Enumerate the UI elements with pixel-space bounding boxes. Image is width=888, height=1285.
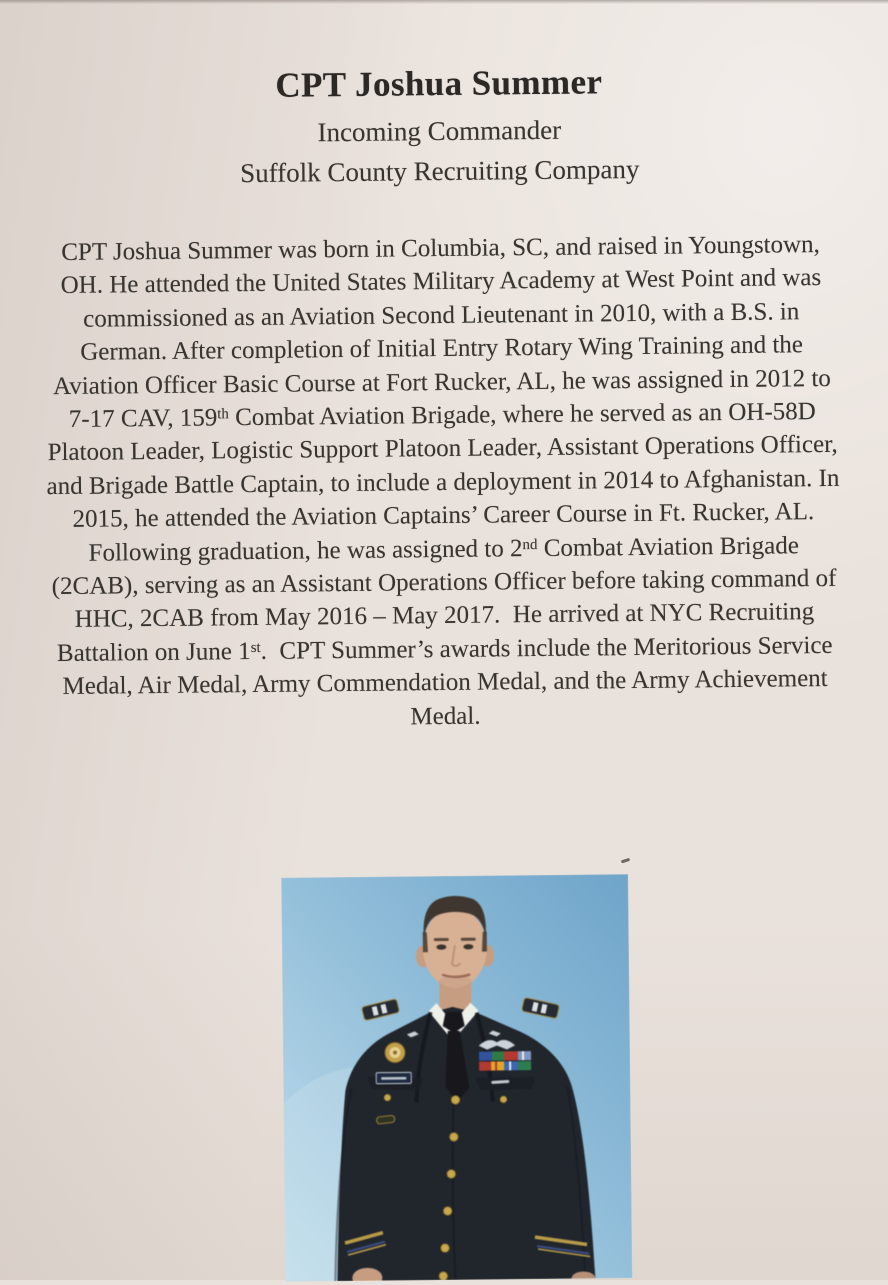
subtitle-role: Incoming Commander <box>317 114 562 148</box>
bio-line: Aviation Officer Basic Course at Fort Rucker, AL, he was assigned in 2012 to <box>52 364 831 400</box>
portrait-illustration <box>281 874 632 1282</box>
ink-speck <box>621 858 630 864</box>
portrait-photo <box>281 874 632 1282</box>
bio-line: HHC, 2CAB from May 2016 – May 2017. He arrived at NYC Recruiting <box>74 598 815 634</box>
bio-line: commissioned as an Aviation Second Lieutenant in 2010, with a B.S. in <box>83 298 800 333</box>
bio-line: Platoon Leader, Logistic Support Platoon Leader, Assistant Operations Officer, <box>47 431 838 467</box>
bio-line: Battalion on June 1st. CPT Summer’s awards include the Meritorious Service <box>56 631 833 667</box>
right-eyebrow <box>461 938 476 941</box>
bio-line: OH. He attended the United States Military Academy at West Point and was <box>60 264 822 300</box>
page-title: CPT Joshua Summer <box>275 62 603 105</box>
bio-line: 2015, he attended the Aviation Captains’ Career Course in Ft. Rucker, AL. <box>72 498 815 534</box>
bio-line: Medal, Air Medal, Army Commendation Medal, and the Army Achievement <box>62 665 828 701</box>
right-pocket-button <box>500 1096 507 1103</box>
right-pocket-flap <box>475 1077 535 1090</box>
bio-line: German. After completion of Initial Entry Rotary Wing Training and the <box>80 331 804 367</box>
bio-line: CPT Joshua Summer was born in Columbia, SC, and raised in Youngstown, <box>61 231 820 266</box>
left-eyebrow <box>434 938 449 941</box>
header-block <box>0 0 884 193</box>
bio-line: (2CAB), serving as an Assistant Operations Officer before taking command of <box>51 564 837 601</box>
bio-line: 7-17 CAV, 159th Combat Aviation Brigade, where he served as an OH-58D <box>68 398 816 433</box>
lower-badge <box>376 1115 395 1124</box>
subtitle-organization: Suffolk County Recruiting Company <box>239 153 640 189</box>
bio-line: and Brigade Battle Captain, to include a deployment in 2014 to Afghanistan. In <box>46 464 840 500</box>
left-pocket-button <box>384 1094 391 1101</box>
bio-line: Following graduation, he was assigned to 2nd Combat Aviation Brigade <box>88 531 799 567</box>
bio-line: Medal. <box>410 702 481 731</box>
bio-paragraph <box>0 227 888 737</box>
